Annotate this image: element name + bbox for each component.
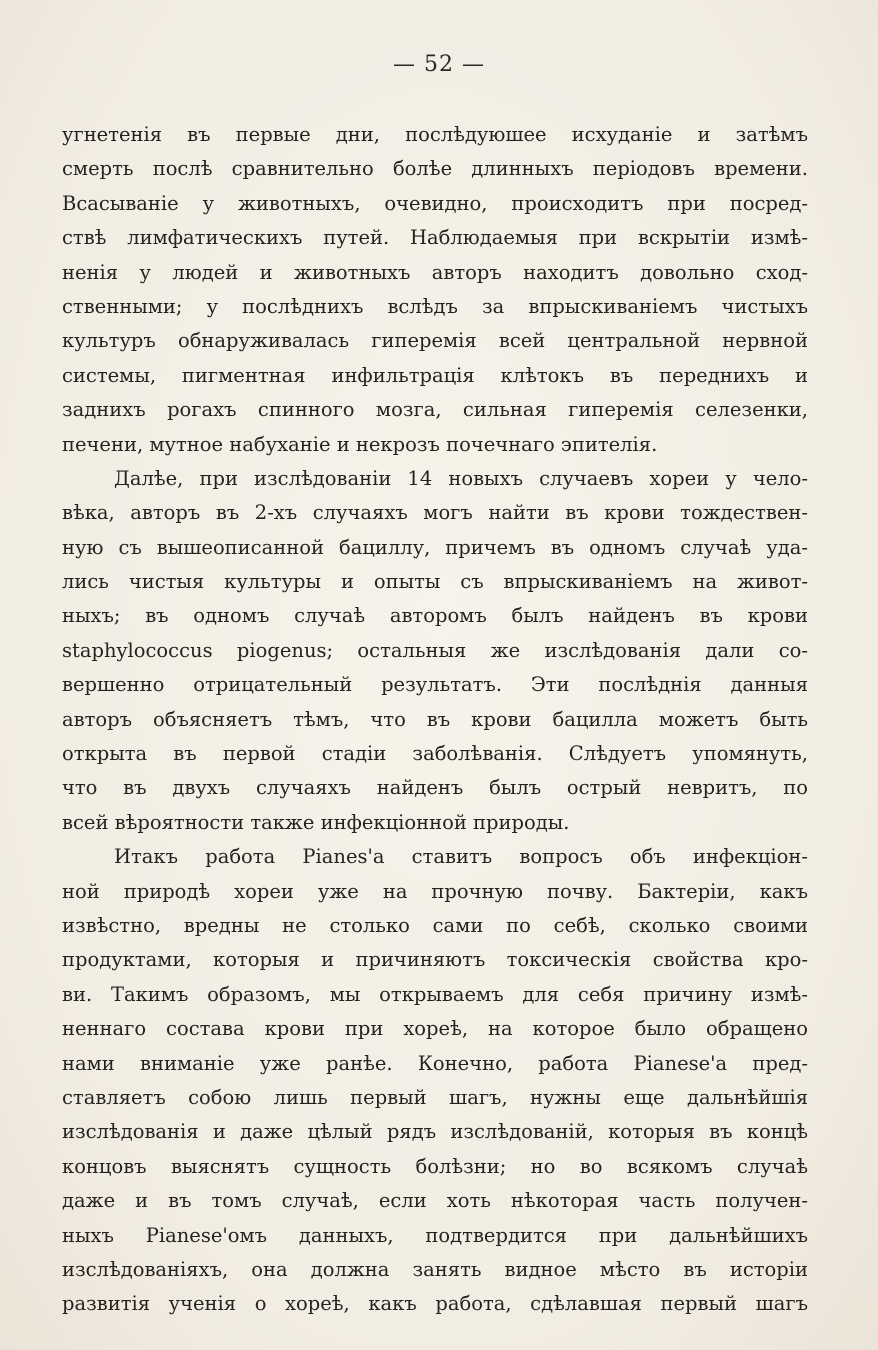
text-line: изслѣдованіяхъ, она должна занять видное мѣсто въ исторіи bbox=[62, 1257, 808, 1281]
text-line: нами вниманіе уже ранѣе. Конечно, работа Pianese'a пред- bbox=[62, 1051, 808, 1075]
text-line: Всасываніе у животныхъ, очевидно, происходитъ при посред- bbox=[62, 191, 808, 215]
text-line: ную съ вышеописанной бациллу, причемъ въ одномъ случаѣ уда- bbox=[62, 535, 808, 559]
text-line: ственными; у послѣднихъ вслѣдъ за впрыскиваніемъ чистыхъ bbox=[62, 294, 808, 318]
text-line: ной природѣ хореи уже на прочную почву. Бактеріи, какъ bbox=[62, 879, 808, 903]
text-line: ви. Такимъ образомъ, мы открываемъ для себя причину измѣ- bbox=[62, 982, 808, 1006]
text-line: даже и въ томъ случаѣ, если хоть нѣкоторая часть получен- bbox=[62, 1189, 808, 1213]
body-text bbox=[62, 118, 808, 1322]
text-line: Итакъ работа Pianes'a ставитъ вопросъ объ инфекціон- bbox=[114, 845, 808, 869]
text-line: открыта въ первой стадіи заболѣванія. Слѣдуетъ упомянуть, bbox=[62, 742, 808, 766]
text-line: концовъ выяснятъ сущность болѣзни; но во всякомъ случаѣ bbox=[62, 1154, 808, 1178]
text-line: смерть послѣ сравнительно болѣе длинныхъ періодовъ времени. bbox=[62, 157, 808, 181]
text-line: что въ двухъ случаяхъ найденъ былъ острый невритъ, по bbox=[62, 776, 808, 800]
text-line: Далѣе, при изслѣдованіи 14 новыхъ случаевъ хореи у чело- bbox=[114, 466, 808, 490]
text-line: культуръ обнаруживалась гиперемія всей центральной нервной bbox=[62, 329, 808, 353]
text-line: ныхъ; въ одномъ случаѣ авторомъ былъ найденъ въ крови bbox=[62, 604, 808, 628]
text-line: развитія ученія о хореѣ, какъ работа, сдѣлавшая первый шагъ bbox=[62, 1292, 808, 1316]
text-line: авторъ объясняетъ тѣмъ, что въ крови бацилла можетъ быть bbox=[62, 707, 808, 731]
text-line: вѣка, авторъ въ 2-хъ случаяхъ могъ найти въ крови тождествен- bbox=[62, 501, 808, 525]
page-number: — 52 — bbox=[393, 52, 485, 77]
text-line: изслѣдованія и даже цѣлый рядъ изслѣдованій, которыя въ концѣ bbox=[62, 1120, 808, 1144]
text-line: лись чистыя культуры и опыты съ впрыскиваніемъ на живот- bbox=[62, 570, 808, 594]
text-line: системы, пигментная инфильтрація клѣтокъ въ переднихъ и bbox=[62, 363, 808, 387]
text-line: всей вѣроятности также инфекціонной природы. bbox=[62, 810, 570, 834]
text-line: печени, мутное набуханіе и некрозъ почечнаго эпителія. bbox=[62, 432, 658, 456]
text-line: ненія у людей и животныхъ авторъ находитъ довольно сход- bbox=[62, 260, 808, 284]
text-line: вершенно отрицательный результатъ. Эти послѣднія данныя bbox=[62, 673, 808, 697]
text-line: извѣстно, вредны не столько сами по себѣ, сколько своими bbox=[62, 913, 808, 937]
text-line: staphylococcus piogenus; остальныя же изслѣдованія дали со- bbox=[62, 638, 808, 662]
text-line: угнетенія въ первые дни, послѣдуюшее исхуданіе и затѣмъ bbox=[62, 123, 808, 146]
text-line: ныхъ Pianese'омъ данныхъ, подтвердится при дальнѣйшихъ bbox=[62, 1223, 808, 1247]
text-line: ставляетъ собою лишь первый шагъ, нужны еще дальнѣйшія bbox=[62, 1085, 808, 1109]
text-line: неннаго состава крови при хореѣ, на которое было обращено bbox=[62, 1017, 808, 1041]
text-line: продуктами, которыя и причиняютъ токсическія свойства кро- bbox=[62, 948, 808, 972]
text-line: ствѣ лимфатическихъ путей. Наблюдаемыя при вскрытіи измѣ- bbox=[62, 226, 808, 250]
text-line: заднихъ рогахъ спинного мозга, сильная гиперемія селезенки, bbox=[62, 398, 808, 422]
